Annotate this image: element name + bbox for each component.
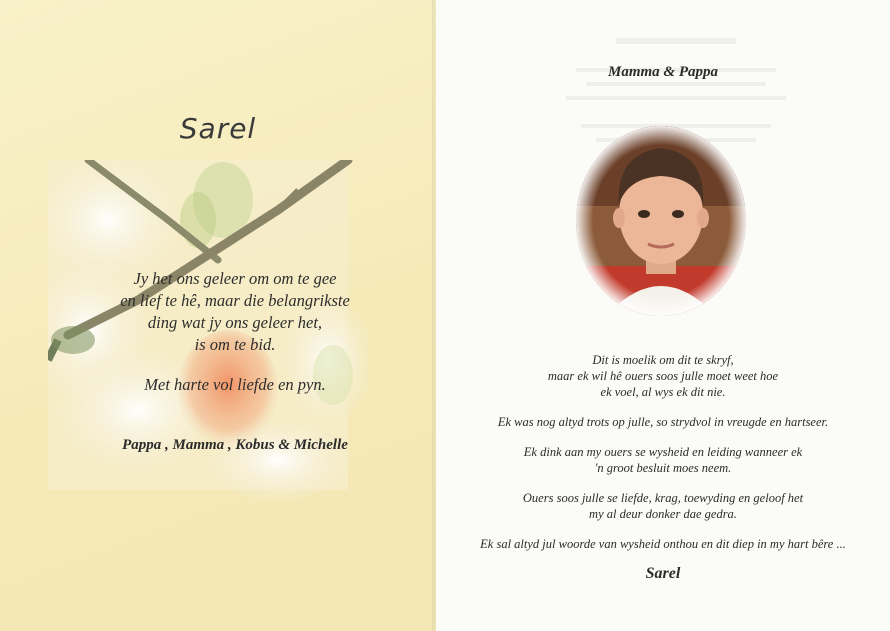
letter-line: Ek dink aan my ouers se wysheid en leiding wanneer ek <box>523 445 803 459</box>
letter-signature: Sarel <box>645 565 681 582</box>
letter-line: Ek sal altyd jul woorde van wysheid onthou en dit diep in my hart bêre ... <box>480 537 846 551</box>
letter-line: 'n groot besluit moes neem. <box>594 461 732 475</box>
letter-paragraph <box>456 444 870 476</box>
letter-body <box>456 352 870 566</box>
letter-paragraph <box>456 536 870 552</box>
letter-line: Ouers soos julle se liefde, krag, toewyding en geloof het <box>522 491 804 505</box>
letter-heading: Mamma & Pappa <box>607 64 718 80</box>
letter-paragraph <box>456 490 870 522</box>
portrait-photo <box>576 126 746 316</box>
letter-line: Ek was nog altyd trots op julle, so strydvol in vreugde en hartseer. <box>497 415 829 429</box>
letter-line: Dit is moelik om dit te skryf, <box>592 353 734 367</box>
letter-line: my al deur donker dae gedra. <box>589 507 737 521</box>
poem-line: Jy het ons geleer om om te gee <box>133 269 337 288</box>
right-page <box>436 0 890 631</box>
letter-line: ek voel, al wys ek dit nie. <box>600 385 726 399</box>
poem-spacer <box>70 356 400 374</box>
poem-line: Met harte vol liefde en pyn. <box>144 375 326 394</box>
left-page-title: Sarel <box>179 112 257 145</box>
poem-line: ding wat jy ons geleer het, <box>147 313 323 332</box>
letter-line: maar ek wil hê ouers soos julle moet weet hoe <box>547 369 779 383</box>
poem-line: is om te bid. <box>194 335 276 354</box>
letter-paragraph <box>456 352 870 400</box>
left-page <box>0 0 436 631</box>
memorial-poem <box>70 268 400 396</box>
poem-line: en lief te hê, maar die belangrikste <box>120 291 350 310</box>
letter-paragraph <box>456 414 870 430</box>
family-signature: Pappa , Mamma , Kobus & Michelle <box>122 437 348 453</box>
